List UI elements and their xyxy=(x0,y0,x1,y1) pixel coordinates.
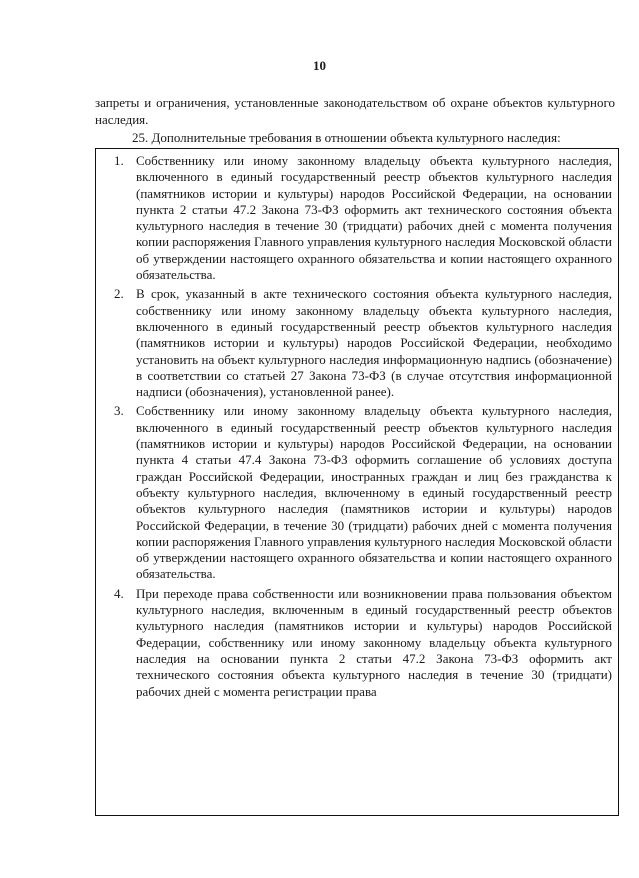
requirement-item xyxy=(96,586,612,700)
requirement-text: При переходе права собственности или возникновении права пользования объектом культурного наследия, включенным в единый государственный реестр объектов культурного наследия (памятников истории и культуры) народов Российской Федерации, собственнику или иному законному владельцу объекта культурного наследия на основании пункта 2 статьи 47.2 Закона 73-ФЗ оформить акт технического состояния объекта культурного наследия в течение 30 (тридцати) рабочих дней с момента регистрации права xyxy=(136,585,612,699)
requirement-text: Собственнику или иному законному владельцу объекта культурного наследия, включенного в единый государственный реестр объектов культурного наследия (памятников истории и культуры) народов Российской Федерации, на основании пункта 2 статьи 47.2 Закона 73-ФЗ оформить акт технического состояния объекта культурного наследия в течение 30 (тридцати) рабочих дней с момента получения копии распоряжения Главного управления культурного наследия Московской области об утверждении настоящего охранного обязательства и копии настоящего охранного обязательства. xyxy=(136,153,612,283)
requirement-text: В срок, указанный в акте технического состояния объекта культурного наследия, собственнику или иному законному владельцу объекта культурного наследия, включенного в единый государственный реестр объектов культурного наследия (памятников истории и культуры) народов Российской Федерации, необходимо установить на объект культурного наследия информационную надпись (обозначение) в соответствии со статьей 27 Закона 73-ФЗ (в случае отсутствия информационной надписи (обозначения), установленной ранее). xyxy=(136,286,612,400)
requirement-text: Собственнику или иному законному владельцу объекта культурного наследия, включенного в единый государственный реестр объектов культурного наследия (памятников истории и культуры) народов Российской Федерации, на основании пункта 4 статьи 47.4 Закона 73-ФЗ оформить соглашение об условиях доступа граждан Российской Федерации, иностранных граждан и лиц без гражданства к объекту культурного наследия, включенному в единый государственный реестр объектов культурного наследия (памятников истории и культуры) народов Российской Федерации, в течение 30 (тридцати) рабочих дней с момента получения копии распоряжения Главного управления культурного наследия Московской области об утверждении настоящего охранного обязательства и копии настоящего охранного обязательства. xyxy=(136,403,612,582)
requirements-list xyxy=(96,149,618,700)
section-heading: 25. Дополнительные требования в отношении объекта культурного наследия: xyxy=(132,130,561,145)
requirement-number: 3. xyxy=(114,403,124,419)
requirement-number: 2. xyxy=(114,286,124,302)
requirement-item xyxy=(96,286,612,400)
requirement-number: 4. xyxy=(114,585,124,601)
intro-paragraph xyxy=(95,95,615,128)
requirement-number: 1. xyxy=(114,153,124,168)
page-number: 10 xyxy=(313,58,326,73)
intro-text: запреты и ограничения, установленные законодательством об охране объектов культурного наследия. xyxy=(95,95,615,127)
requirement-item xyxy=(96,403,612,582)
requirement-item xyxy=(96,153,612,283)
requirements-frame xyxy=(95,148,619,816)
